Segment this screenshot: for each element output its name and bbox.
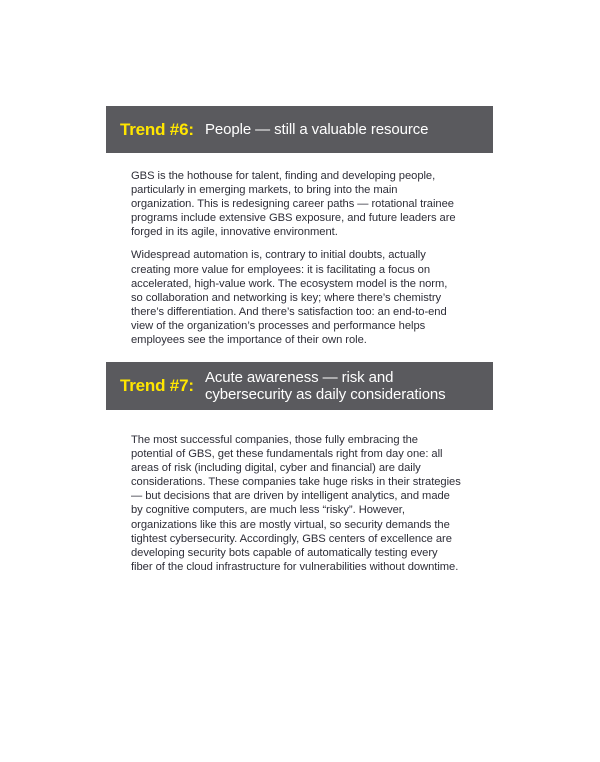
trend-7-title: Acute awareness — risk and cybersecurity as daily considerations <box>205 369 446 403</box>
trend-7-label: Trend #7: <box>120 376 194 395</box>
trend-6-banner <box>106 106 493 153</box>
trend-6-label: Trend #6: <box>120 119 194 139</box>
trend-6-body <box>131 169 461 356</box>
trend-7-body <box>131 433 461 583</box>
trend-6-title: People — still a valuable resource <box>205 121 429 138</box>
trend-7-banner <box>106 362 493 410</box>
trend-6-paragraph-2: Widespread automation is, contrary to initial doubts, actually creating more value for employees: it is facilitating a focus on accelerated, high-value work. The ecosystem model is the norm, so collaboration and networking is key; where there’s chemistry there’s differentiation. And there’s satisfaction too: an end-to-end view of the organization’s processes and performance helps employees see the importance of their own role. <box>131 249 448 347</box>
trend-6-paragraph-1: GBS is the hothouse for talent, finding and developing people, particularly in emerging markets, to bring into the main organization. This is redesigning career paths — rotational trainee programs include extensive GBS exposure, and future leaders are forged in its agile, innovative environment. <box>131 170 456 239</box>
trend-7-paragraph-1: The most successful companies, those fully embracing the potential of GBS, get these fundamentals right from day one: all areas of risk (including digital, cyber and financial) are daily considerations. These companies take huge risks in their strategies — but decisions that are driven by intelligent analytics, and made by cognitive computers, are much less “risky”. However, organizations like this are mostly virtual, so security demands the tightest cybersecurity. Accordingly, GBS centers of excellence are developing security bots capable of automatically testing every fiber of the cloud infrastructure for vulnerabilities without downtime. <box>131 434 461 573</box>
